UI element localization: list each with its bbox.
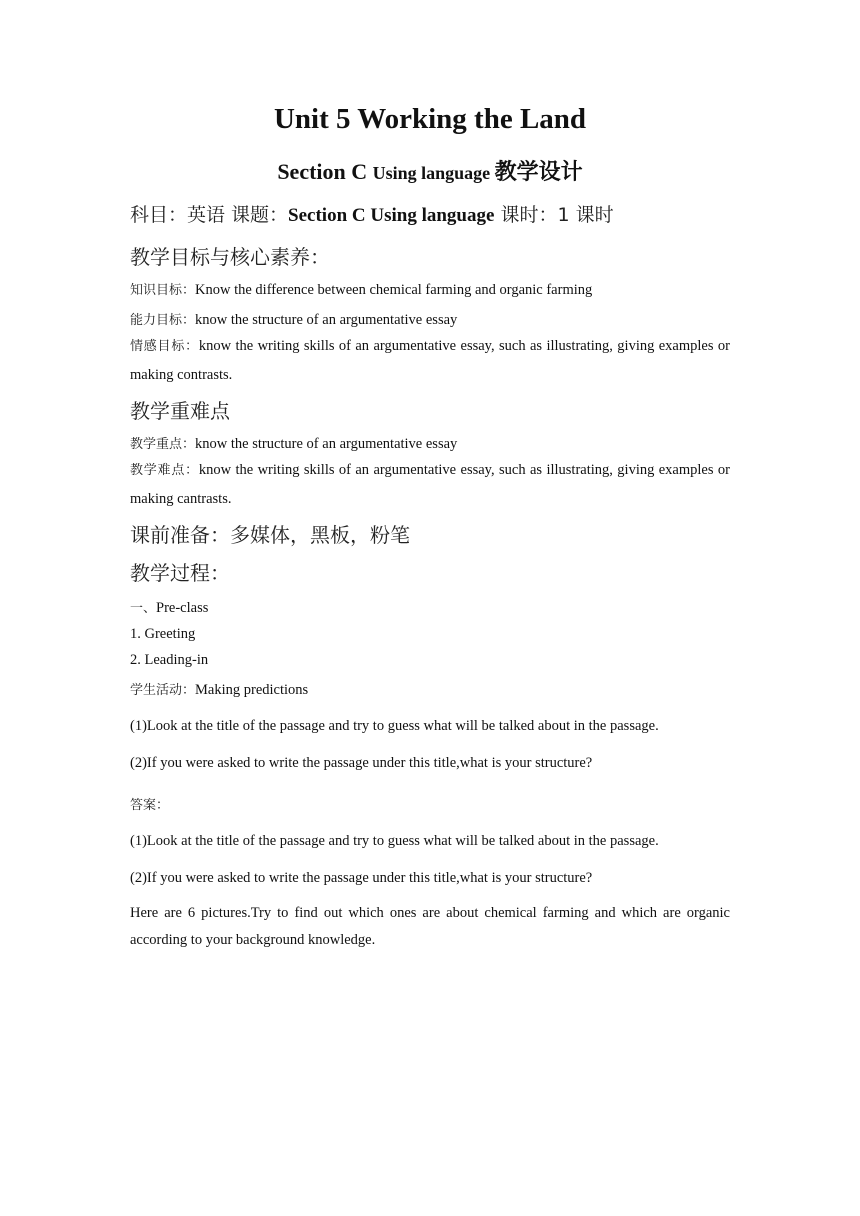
meta-topic: Section C Using language — [288, 205, 495, 226]
difficult-point — [130, 456, 730, 514]
goal-emotion-text: know the writing skills of an argumentative essay, such as illustrating, giving examples or making contrasts. — [130, 338, 730, 383]
goal-knowledge-label: 知识目标： — [130, 283, 196, 298]
goal-emotion — [130, 332, 730, 390]
item-leading-in: 2. Leading-in — [130, 652, 209, 668]
goal-knowledge-text: Know the difference between chemical farming and organic farming — [195, 282, 593, 298]
goal-knowledge — [130, 279, 592, 299]
meta-period: 课时：1 课时 — [494, 204, 614, 226]
page-title: Unit 5 Working the Land — [273, 103, 587, 135]
difficult-point-text: know the writing skills of an argumentative essay, such as illustrating, giving examples or making cantrasts. — [130, 462, 730, 507]
answer-1: (1)Look at the title of the passage and try to guess what will be talked about in the passage. — [130, 833, 659, 849]
question-1: (1)Look at the title of the passage and try to guess what will be talked about in the passage. — [130, 718, 659, 734]
step-pre-class — [130, 597, 208, 617]
step-pre-class-text: Pre-class — [156, 600, 209, 616]
subtitle-design: 教学设计 — [494, 159, 583, 184]
closing-paragraph: Here are 6 pictures.Try to find out which ones are about chemical farming and which are organic according to your background knowledge. — [130, 905, 730, 948]
goal-ability-text: know the structure of an argumentative essay — [195, 312, 458, 328]
heading-process: 教学过程： — [130, 561, 230, 585]
meta-subject-label: 科目：英语 课题： — [130, 204, 289, 226]
student-activity-text: Making predictions — [195, 682, 309, 698]
subtitle-section: Section C — [277, 159, 373, 184]
meta-line — [130, 200, 614, 227]
goal-ability — [130, 309, 457, 329]
heading-goals: 教学目标与核心素养： — [130, 245, 330, 269]
key-point-text: know the structure of an argumentative essay — [195, 436, 458, 452]
answer-label: 答案： — [130, 798, 170, 813]
heading-preparation: 课前准备：多媒体，黑板，粉笔 — [130, 523, 410, 547]
page-subtitle — [0, 155, 860, 186]
item-greeting: 1. Greeting — [130, 626, 196, 642]
goal-emotion-label: 情感目标： — [130, 339, 199, 354]
heading-key-points: 教学重难点 — [130, 399, 230, 423]
step-pre-class-label: 一、 — [130, 601, 157, 616]
key-point-label: 教学重点： — [130, 437, 196, 452]
difficult-point-label: 教学难点： — [130, 463, 199, 478]
key-point — [130, 433, 457, 453]
goal-ability-label: 能力目标： — [130, 313, 196, 328]
subtitle-using-language: Using language — [372, 163, 495, 183]
answer-2: (2)If you were asked to write the passage under this title,what is your structure? — [130, 870, 593, 886]
question-2: (2)If you were asked to write the passage under this title,what is your structure? — [130, 755, 593, 771]
student-activity — [130, 679, 308, 699]
student-activity-label: 学生活动： — [130, 683, 196, 698]
